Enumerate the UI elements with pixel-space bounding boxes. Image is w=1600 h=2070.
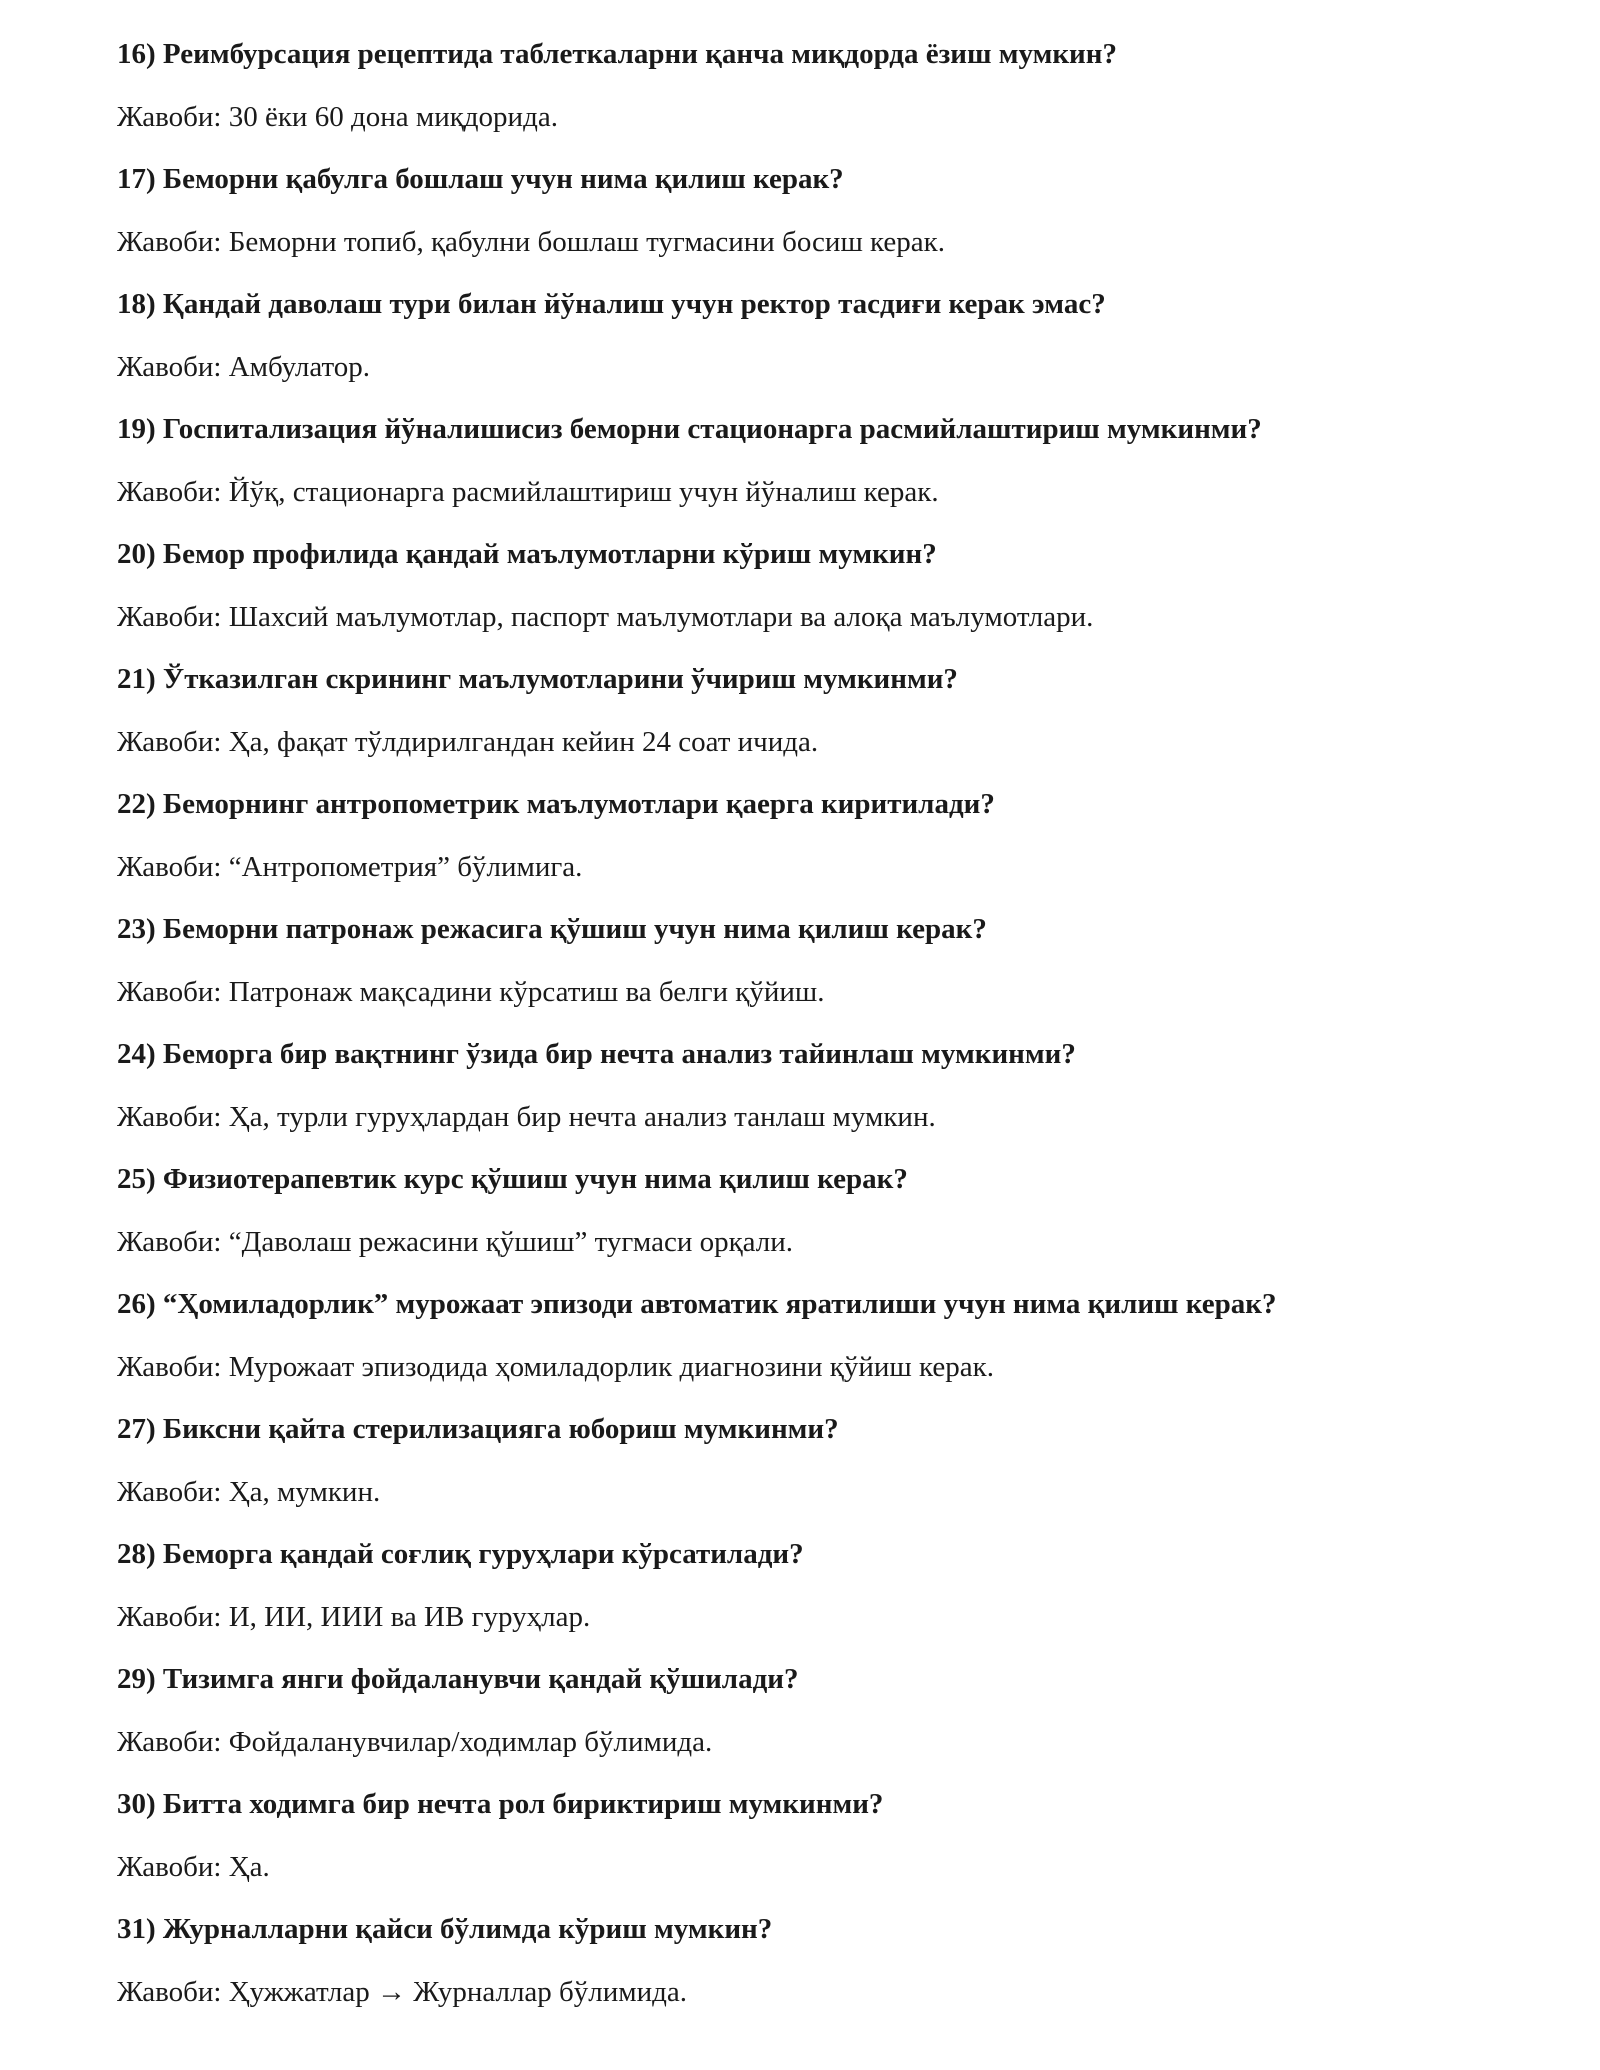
qa-item-27 xyxy=(117,1409,1557,1512)
qa-item-25 xyxy=(117,1159,1557,1262)
qa-item-30 xyxy=(117,1784,1557,1887)
answer: Жавоби: Ҳа. xyxy=(117,1851,270,1883)
question: 31) Журналларни қайси бўлимда кўриш мумкин? xyxy=(117,1913,773,1945)
question: 28) Беморга қандай соғлиқ гуруҳлари кўрсатилади? xyxy=(117,1538,804,1570)
qa-item-17 xyxy=(117,159,1557,262)
qa-item-22 xyxy=(117,784,1557,887)
qa-item-31 xyxy=(117,1909,1557,2012)
qa-item-21 xyxy=(117,659,1557,762)
question: 16) Реимбурсация рецептида таблеткаларни қанча миқдорда ёзиш мумкин? xyxy=(117,38,1117,70)
qa-item-23 xyxy=(117,909,1557,1012)
qa-item-19 xyxy=(117,409,1557,512)
qa-item-16 xyxy=(117,34,1557,137)
answer: Жавоби: Беморни топиб, қабулни бошлаш тугмасини босиш керак. xyxy=(117,226,945,258)
qa-item-26 xyxy=(117,1284,1557,1387)
question: 27) Биксни қайта стерилизацияга юбориш мумкинми? xyxy=(117,1413,839,1445)
answer: Жавоби: “Антропометрия” бўлимига. xyxy=(117,851,583,883)
question: 20) Бемор профилида қандай маълумотларни кўриш мумкин? xyxy=(117,538,937,570)
question: 30) Битта ходимга бир нечта рол бириктириш мумкинми? xyxy=(117,1788,884,1820)
question: 23) Беморни патронаж режасига қўшиш учун нима қилиш керак? xyxy=(117,913,987,945)
answer: Жавоби: “Даволаш режасини қўшиш” тугмаси орқали. xyxy=(117,1226,794,1258)
question: 26) “Ҳомиладорлик” мурожаат эпизоди автоматик яратилиши учун нима қилиш керак? xyxy=(117,1288,1277,1320)
answer: Жавоби: Шахсий маълумотлар, паспорт маълумотлари ва алоқа маълумотлари. xyxy=(117,601,1094,633)
qa-item-24 xyxy=(117,1034,1557,1137)
answer: Жавоби: Ҳа, мумкин. xyxy=(117,1476,381,1508)
question: 19) Госпитализация йўналишисиз беморни стационарга расмийлаштириш мумкинми? xyxy=(117,413,1262,445)
answer: Жавоби: Ҳужжатлар → Журналлар бўлимида. xyxy=(117,1976,688,2008)
answer: Жавоби: 30 ёки 60 дона миқдорида. xyxy=(117,101,558,133)
qa-item-20 xyxy=(117,534,1557,637)
question: 24) Беморга бир вақтнинг ўзида бир нечта анализ тайинлаш мумкинми? xyxy=(117,1038,1076,1070)
answer: Жавоби: Ҳа, фақат тўлдирилгандан кейин 24 соат ичида. xyxy=(117,726,819,758)
question: 18) Қандай даволаш тури билан йўналиш учун ректор тасдиғи керак эмас? xyxy=(117,288,1106,320)
qa-item-18 xyxy=(117,284,1557,387)
question: 29) Тизимга янги фойдаланувчи қандай қўшилади? xyxy=(117,1663,799,1695)
document-page xyxy=(117,34,1557,2034)
answer: Жавоби: Патронаж мақсадини кўрсатиш ва белги қўйиш. xyxy=(117,976,825,1008)
question: 25) Физиотерапевтик курс қўшиш учун нима қилиш керак? xyxy=(117,1163,908,1195)
answer: Жавоби: Амбулатор. xyxy=(117,351,371,383)
answer: Жавоби: Йўқ, стационарга расмийлаштириш учун йўналиш керак. xyxy=(117,476,939,508)
question: 22) Беморнинг антропометрик маълумотлари қаерга киритилади? xyxy=(117,788,995,820)
question: 21) Ўтказилган скрининг маълумотларини ўчириш мумкинми? xyxy=(117,663,958,695)
qa-item-28 xyxy=(117,1534,1557,1637)
question: 17) Беморни қабулга бошлаш учун нима қилиш керак? xyxy=(117,163,844,195)
answer: Жавоби: Фойдаланувчилар/ходимлар бўлимида. xyxy=(117,1726,713,1758)
answer: Жавоби: Ҳа, турли гуруҳлардан бир нечта анализ танлаш мумкин. xyxy=(117,1101,936,1133)
qa-item-29 xyxy=(117,1659,1557,1762)
answer: Жавоби: Мурожаат эпизодида ҳомиладорлик диагнозини қўйиш керак. xyxy=(117,1351,994,1383)
answer: Жавоби: И, ИИ, ИИИ ва ИВ гуруҳлар. xyxy=(117,1601,591,1633)
